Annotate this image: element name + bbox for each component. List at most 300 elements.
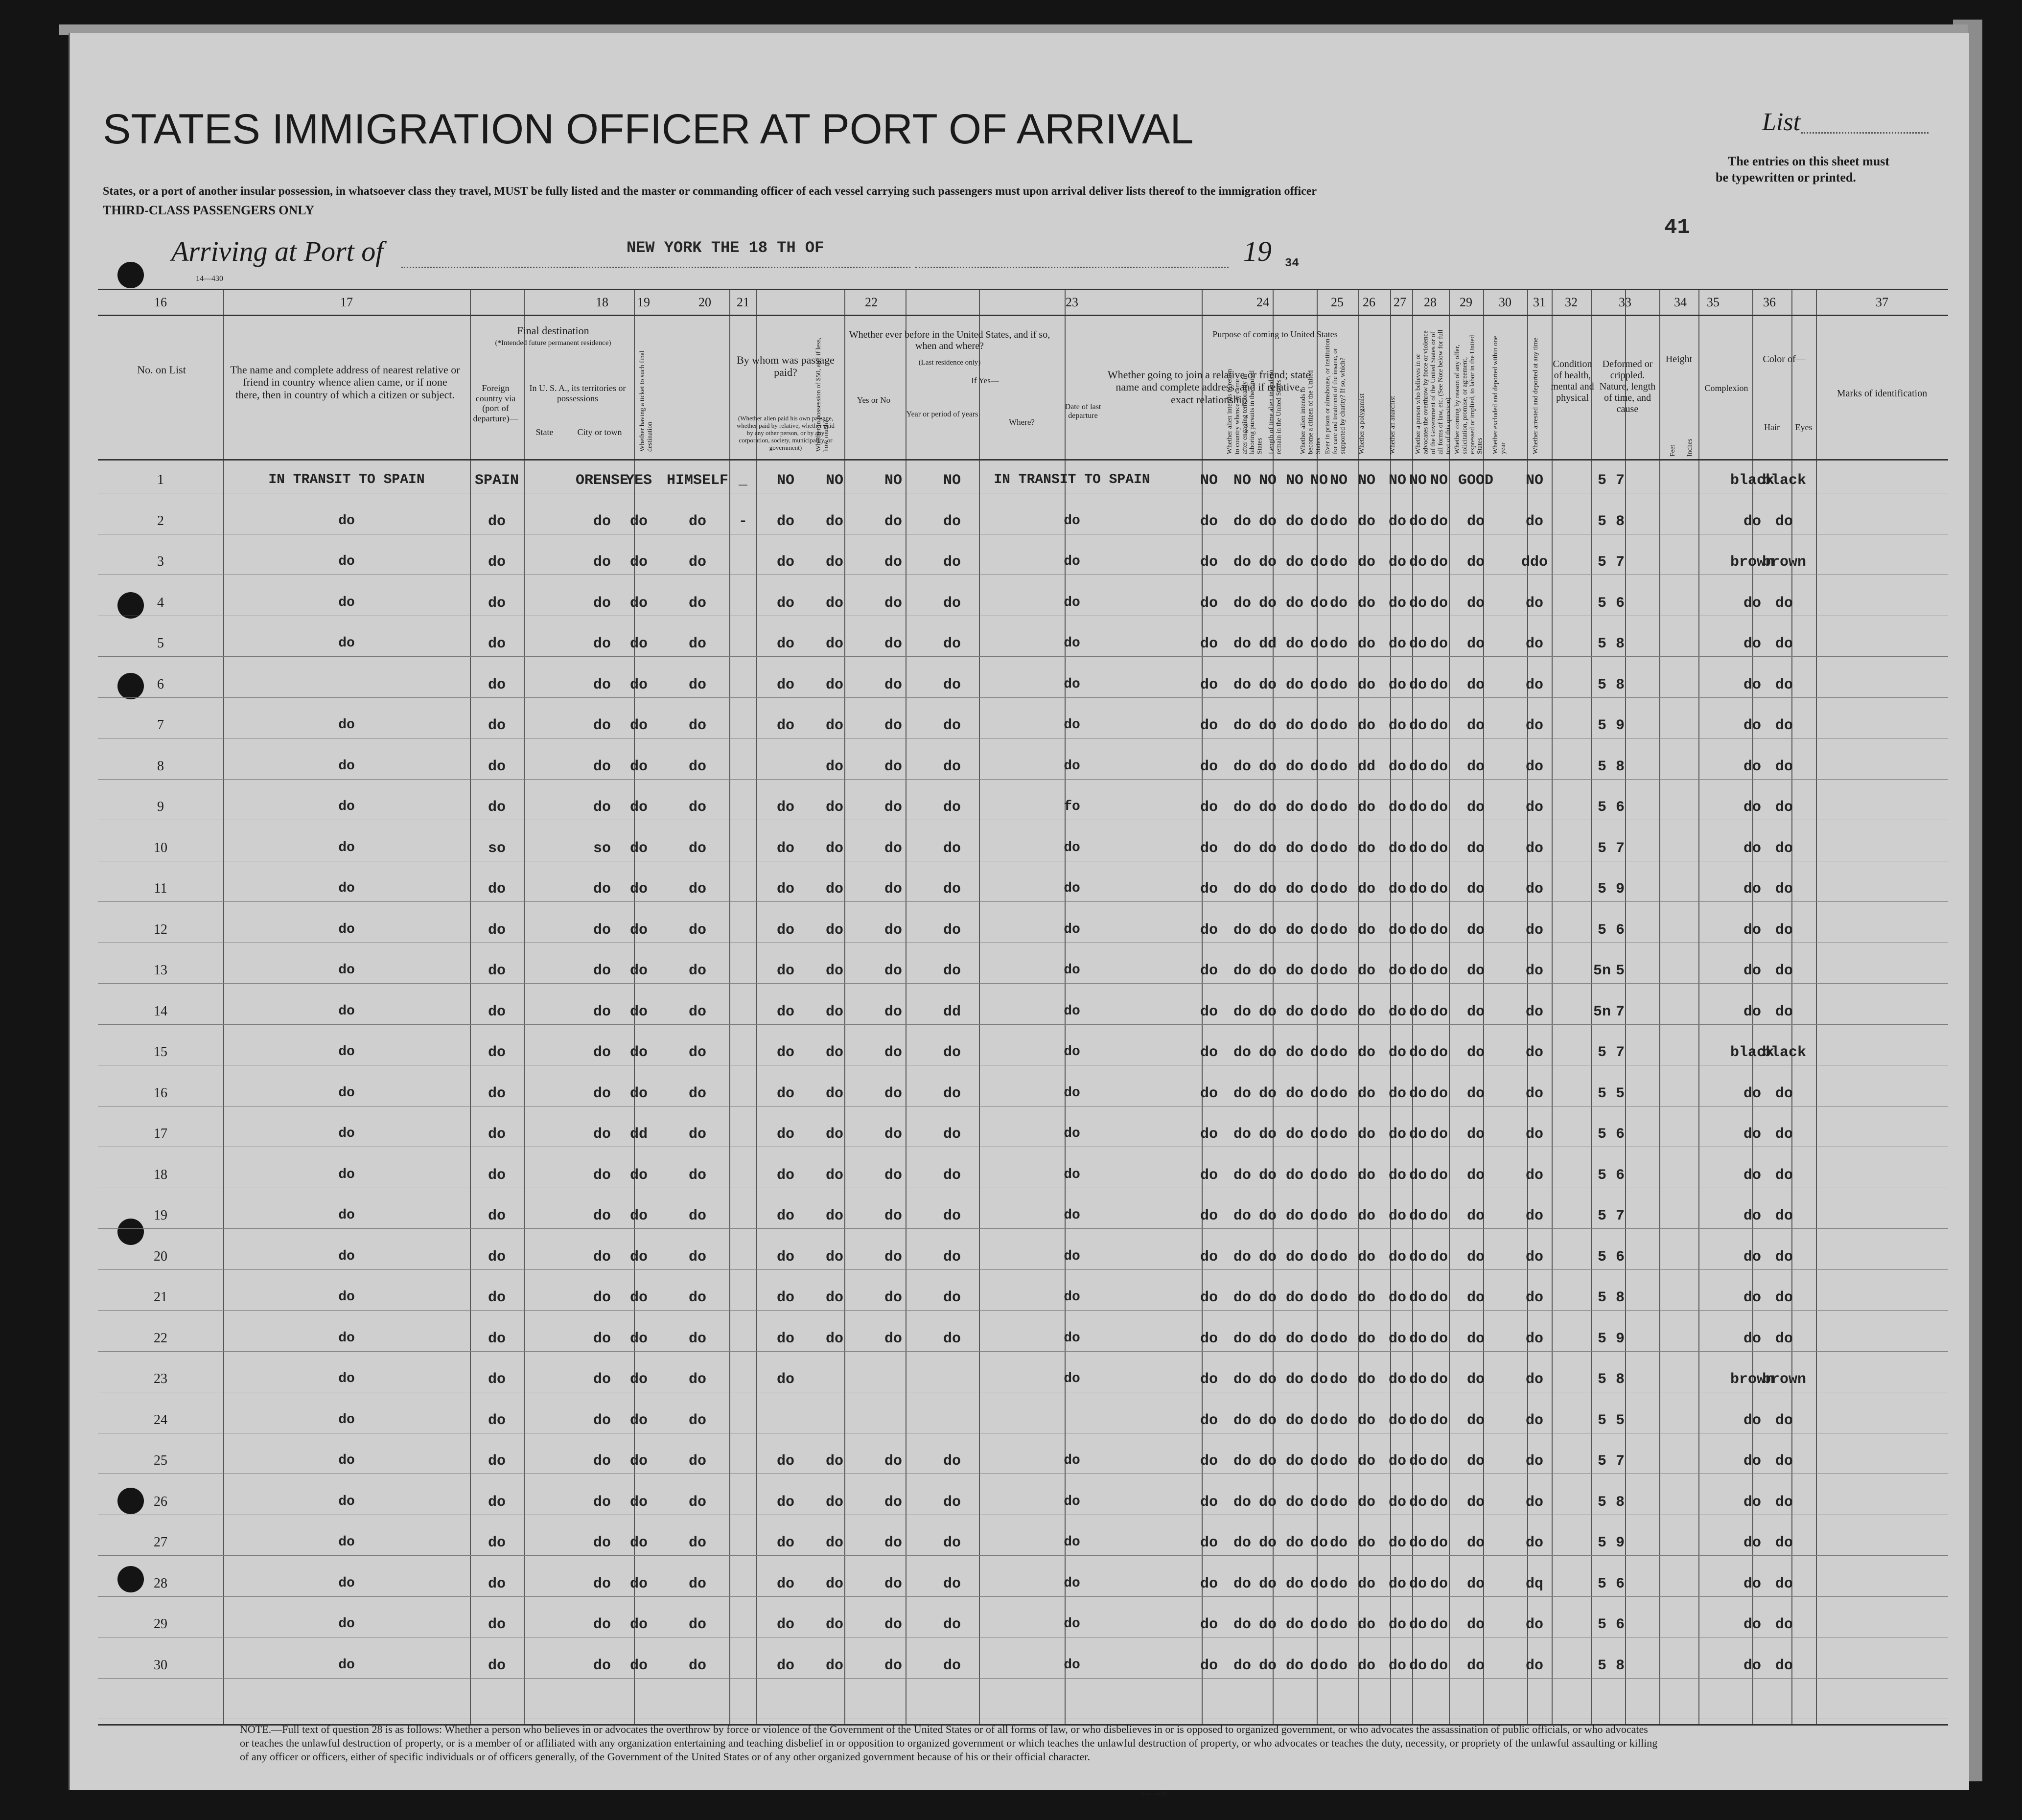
cell-paid: do (688, 1044, 707, 1061)
cell-c31: do (1430, 1126, 1448, 1143)
cell-foreign: do (488, 1208, 506, 1224)
cell-deformed: dq (1525, 1575, 1544, 1592)
cell-c27: do (1329, 1126, 1348, 1143)
cell-p3: do (1258, 1044, 1277, 1061)
cell-c25: do (1285, 1208, 1304, 1224)
cell-c25: do (1285, 717, 1304, 734)
cell-inches: 5 (1615, 1085, 1625, 1102)
cell-c29: do (1388, 922, 1407, 939)
cell-p3: do (1258, 1657, 1277, 1674)
cell-c25: do (1285, 595, 1304, 612)
cell-where: do (884, 1494, 903, 1511)
cell-p2: do (1233, 758, 1252, 775)
header-money: Whether in possession of $50, and if less, how much? (815, 338, 830, 452)
cell-ticket: do (629, 1208, 648, 1224)
cell-period: do (825, 1330, 844, 1347)
row-number: 13 (154, 963, 167, 978)
cell-c28: do (1357, 636, 1376, 652)
cell-hair: do (1743, 595, 1762, 612)
column-number: 34 (1674, 295, 1687, 309)
cell-inches: 6 (1615, 1575, 1625, 1592)
cell-foreign: do (488, 676, 506, 693)
cell-ticket: do (629, 1248, 648, 1266)
cell-health: do (1466, 1453, 1485, 1470)
cell-eyes: do (1775, 1453, 1793, 1470)
row-number: 8 (157, 758, 164, 774)
cell-p2: do (1233, 1044, 1252, 1061)
question-28-note: NOTE.—Full text of question 28 is as follows: Whether a person who believes in or advocates the overthrow by force or violence of the Government of the United States or of all forms of law, or who disbelieves in or is opposed to organized government, or who advocates the assassination of public officials, or who advocates or teaches the unlawful destruction of property, or is a member of or affiliated with any organization entertaining and teaching disbelief in or opposition to organized government or which teaches the unlawful destruction of property, or who advocates or teaches the duty, necessity, or propriety of the unlawful assaulting or killing of any officer or officers, either of specific individuals or of officers generally, of the Government of the United States or of any other organized government because of his or their official character. (240, 1723, 1658, 1763)
cell-c30: do (1409, 554, 1427, 571)
cell-c28: do (1357, 963, 1376, 979)
cell-p1: do (1200, 799, 1218, 816)
cell-ever: do (776, 1575, 795, 1592)
cell-feet: 5 (1597, 513, 1607, 530)
cell-c25: do (1285, 1290, 1304, 1306)
cell-deformed: do (1525, 636, 1544, 652)
cell-period: do (825, 1003, 844, 1020)
header-arrested: Whether arrested and deported at any time (1532, 338, 1539, 454)
cell-inches: 5 (1615, 963, 1625, 979)
cell-relative: do (338, 1167, 355, 1182)
cell-date: do (943, 595, 961, 612)
cell-city: do (593, 1208, 611, 1224)
cell-ticket: do (629, 1167, 648, 1184)
manifest-table (98, 289, 1948, 1726)
row-number: 12 (154, 922, 167, 937)
cell-p3: do (1258, 1208, 1277, 1224)
cell-date: do (943, 799, 961, 816)
cell-relative: do (338, 1535, 355, 1550)
cell-feet: 5 (1597, 1044, 1607, 1061)
cell-relative: do (338, 881, 355, 896)
cell-c29: do (1388, 840, 1407, 857)
cell-where: do (884, 1126, 903, 1143)
cell-c30: do (1409, 840, 1427, 857)
cell-p3: do (1258, 1575, 1277, 1592)
cell-p1: do (1200, 1085, 1218, 1102)
cell-join: fo (1064, 799, 1080, 814)
cell-c26: do (1310, 1657, 1328, 1674)
cell-ever: do (776, 963, 795, 979)
cell-c25: do (1285, 1616, 1304, 1633)
cell-feet: 5 (1597, 840, 1607, 857)
cell-p3: do (1258, 881, 1277, 898)
cell-where: do (884, 554, 903, 571)
cell-feet: 5 (1597, 1330, 1607, 1347)
cell-city: do (593, 1126, 611, 1143)
cell-c26: do (1310, 595, 1328, 612)
cell-inches: 7 (1615, 1208, 1625, 1224)
cell-hair: do (1743, 1248, 1762, 1266)
cell-eyes: do (1775, 1575, 1793, 1592)
column-number: 30 (1499, 295, 1511, 309)
cell-c25: do (1285, 922, 1304, 939)
cell-health: do (1466, 1044, 1485, 1061)
cell-c29: do (1388, 1412, 1407, 1429)
cell-health: do (1466, 799, 1485, 816)
cell-c26: do (1310, 1330, 1328, 1347)
cell-ever: do (776, 1167, 795, 1184)
row-number: 2 (157, 513, 164, 529)
cell-c31: do (1430, 595, 1448, 612)
cell-p3: do (1258, 1167, 1277, 1184)
cell-join: do (1064, 1535, 1080, 1550)
row-rule (98, 1555, 1948, 1556)
cell-paid: do (688, 1290, 707, 1306)
cell-eyes: black (1762, 472, 1807, 489)
row-number: 19 (154, 1208, 167, 1223)
cell-p3: do (1258, 1003, 1277, 1020)
row-rule (98, 1269, 1948, 1270)
cell-relative: do (338, 717, 355, 733)
cell-ever: do (776, 513, 795, 530)
cell-p2: do (1233, 554, 1252, 571)
cell-p2: do (1233, 963, 1252, 979)
cell-c29: do (1388, 1248, 1407, 1266)
cell-date: do (943, 881, 961, 898)
cell-ticket: do (629, 1575, 648, 1592)
cell-deformed: do (1525, 1371, 1544, 1388)
cell-c25: do (1285, 1412, 1304, 1429)
cell-where: do (884, 1453, 903, 1470)
cell-ticket: do (629, 881, 648, 898)
cell-deformed: do (1525, 1003, 1544, 1020)
cell-p1: NO (1200, 472, 1218, 489)
cell-c28: do (1357, 922, 1376, 939)
cell-health: do (1466, 636, 1485, 652)
cell-relative: do (338, 1290, 355, 1305)
column-number: 22 (865, 295, 878, 309)
cell-ticket: do (629, 554, 648, 571)
row-number: 16 (154, 1085, 167, 1101)
cell-relative: do (338, 1371, 355, 1386)
cell-c30: do (1409, 1208, 1427, 1224)
cell-city: do (593, 513, 611, 530)
cell-c30: do (1409, 881, 1427, 898)
cell-foreign: do (488, 717, 506, 734)
row-number: 25 (154, 1453, 167, 1468)
cell-c25: do (1285, 1535, 1304, 1551)
row-number: 9 (157, 799, 164, 814)
cell-c27: do (1329, 513, 1348, 530)
header-q28: Whether a person who believes in or advocates the overthrow by force or violence of the Government of the United States or of all forms of law, etc. (See Note below for full text of this question) (1415, 329, 1452, 454)
cell-c30: do (1409, 1453, 1427, 1470)
header-final-destination: Final destination (517, 324, 589, 337)
cell-paid: do (688, 513, 707, 530)
page-title: STATES IMMIGRATION OFFICER AT PORT OF ARRIVAL (103, 106, 1194, 153)
cell-ticket: do (629, 636, 648, 652)
cell-foreign: do (488, 554, 506, 571)
cell-feet: 5 (1597, 1575, 1607, 1592)
cell-c26: do (1310, 1085, 1328, 1102)
cell-eyes: do (1775, 636, 1793, 652)
row-number: 5 (157, 636, 164, 651)
cell-ticket: do (629, 963, 648, 979)
cell-where: do (884, 1657, 903, 1674)
cell-c31: do (1430, 1535, 1448, 1551)
cell-paid: do (688, 1126, 707, 1143)
row-rule (98, 983, 1948, 984)
cell-period: do (825, 1126, 844, 1143)
column-rule (756, 290, 757, 1724)
cell-p3: do (1258, 1290, 1277, 1306)
cell-inches: 7 (1615, 840, 1625, 857)
cell-p2: do (1233, 1657, 1252, 1674)
cell-hair: do (1743, 1494, 1762, 1511)
cell-eyes: do (1775, 1657, 1793, 1674)
row-number: 15 (154, 1044, 167, 1060)
cell-where: do (884, 1044, 903, 1061)
cell-inches: 9 (1615, 1535, 1625, 1551)
cell-date: do (943, 717, 961, 734)
cell-c27: do (1329, 799, 1348, 816)
cell-deformed: do (1525, 881, 1544, 898)
cell-c29: do (1388, 1575, 1407, 1592)
header-purpose-a: Whether alien intends to return to country whence he came after engaging temporarily in laboring pursuits in the United States (1226, 369, 1264, 454)
cell-city: do (593, 1657, 611, 1674)
cell-health: GOOD (1458, 472, 1494, 489)
cell-p3: do (1258, 513, 1277, 530)
cell-period: do (825, 1290, 844, 1306)
cell-p2: do (1233, 1167, 1252, 1184)
row-rule (98, 1228, 1948, 1229)
cell-c25: do (1285, 1126, 1304, 1143)
cell-date: do (943, 636, 961, 652)
cell-p2: do (1233, 676, 1252, 693)
cell-c29: do (1388, 676, 1407, 693)
header-ticket: Whether having a ticket to such final destination (639, 350, 654, 452)
column-number: 18 (596, 295, 608, 309)
cell-paid: do (688, 1208, 707, 1224)
cell-city: do (593, 1575, 611, 1592)
header-rule (98, 459, 1948, 461)
cell-p2: do (1233, 1575, 1252, 1592)
cell-period: do (825, 881, 844, 898)
cell-feet: 5 (1597, 1535, 1607, 1551)
cell-p3: do (1258, 1248, 1277, 1266)
cell-foreign: do (488, 1535, 506, 1551)
cell-deformed: do (1525, 1535, 1544, 1551)
cell-relative: do (338, 922, 355, 937)
cell-ever: do (776, 554, 795, 571)
entries-note: The entries on this sheet must (1728, 154, 1890, 168)
cell-eyes: do (1775, 963, 1793, 979)
form-code: 14—430 (1140, 1789, 1168, 1797)
cell-paid: do (688, 881, 707, 898)
cell-c27: do (1329, 1453, 1348, 1470)
cell-eyes: do (1775, 717, 1793, 734)
cell-c25: do (1285, 636, 1304, 652)
cell-relative: do (338, 758, 355, 774)
cell-feet: 5 (1597, 595, 1607, 612)
cell-where: do (884, 1248, 903, 1266)
cell-c30: do (1409, 799, 1427, 816)
port-label: Arriving at Port of (171, 235, 384, 267)
cell-inches: 9 (1615, 881, 1625, 898)
cell-c31: do (1430, 1412, 1448, 1429)
cell-c25: do (1285, 881, 1304, 898)
cell-paid: do (688, 554, 707, 571)
cell-p2: do (1233, 1290, 1252, 1306)
cell-deformed: do (1525, 1412, 1544, 1429)
cell-join: do (1064, 1290, 1080, 1305)
header-feet: Feet (1669, 444, 1676, 457)
header-rule (98, 315, 1948, 316)
cell-inches: 7 (1615, 1453, 1625, 1470)
binder-hole (117, 262, 144, 288)
header-period: Year or period of years (906, 410, 978, 418)
cell-city: do (593, 1535, 611, 1551)
cell-c27: do (1329, 1657, 1348, 1674)
column-number: 33 (1619, 295, 1631, 309)
cell-inches: 9 (1615, 1330, 1625, 1347)
cell-ever: do (776, 595, 795, 612)
cell-ever: do (776, 1126, 795, 1143)
cell-join: do (1064, 1126, 1080, 1141)
row-number: 6 (157, 676, 164, 692)
cell-p1: do (1200, 717, 1218, 734)
cell-c28: do (1357, 1003, 1376, 1020)
cell-ticket: YES (625, 472, 652, 489)
cell-c30: do (1409, 1248, 1427, 1266)
cell-where: do (884, 513, 903, 530)
row-number: 7 (157, 717, 164, 733)
cell-p1: do (1200, 1535, 1218, 1551)
cell-foreign: do (488, 922, 506, 939)
cell-relative: do (338, 1494, 355, 1509)
cell-c28: do (1357, 1330, 1376, 1347)
cell-hair: do (1743, 1085, 1762, 1102)
cell-where: do (884, 963, 903, 979)
cell-p1: do (1200, 1330, 1218, 1347)
header-purpose: Purpose of coming to United States (1212, 329, 1338, 339)
cell-p3: do (1258, 1371, 1277, 1388)
cell-c26: do (1310, 1167, 1328, 1184)
cell-join: do (1064, 1085, 1080, 1101)
cell-health: do (1466, 1616, 1485, 1633)
cell-c29: do (1388, 963, 1407, 979)
cell-city: do (593, 1330, 611, 1347)
cell-period: do (825, 1167, 844, 1184)
cell-c27: do (1329, 963, 1348, 979)
cell-c30: do (1409, 1535, 1427, 1551)
cell-p2: do (1233, 513, 1252, 530)
cell-hair: do (1743, 1290, 1762, 1306)
cell-join: do (1064, 554, 1080, 569)
cell-c27: do (1329, 881, 1348, 898)
header-ever-in-us: Whether ever before in the United States, and if so, when and where? (849, 329, 1050, 351)
cell-c26: do (1310, 676, 1328, 693)
header-city: City or town (577, 427, 622, 437)
cell-foreign: do (488, 963, 506, 979)
cell-paid: do (688, 636, 707, 652)
cell-city: do (593, 1248, 611, 1266)
cell-period: do (825, 1085, 844, 1102)
cell-join: do (1064, 1657, 1080, 1673)
cell-deformed: do (1525, 840, 1544, 857)
year-suffix: 34 (1285, 257, 1299, 270)
cell-deformed: do (1525, 1657, 1544, 1674)
cell-eyes: do (1775, 799, 1793, 816)
cell-c25: do (1285, 840, 1304, 857)
column-number: 19 (637, 295, 650, 309)
cell-c30: do (1409, 922, 1427, 939)
cell-ever: do (776, 676, 795, 693)
cell-c30: do (1409, 1371, 1427, 1388)
cell-c30: do (1409, 1126, 1427, 1143)
cell-c26: do (1310, 513, 1328, 530)
column-number: 20 (698, 295, 711, 309)
row-number: 30 (154, 1657, 167, 1673)
cell-health: do (1466, 1330, 1485, 1347)
cell-ticket: do (629, 513, 648, 530)
cell-p1: do (1200, 1167, 1218, 1184)
cell-p3: do (1258, 758, 1277, 775)
cell-p1: do (1200, 1657, 1218, 1674)
row-rule (98, 697, 1948, 698)
cell-c25: do (1285, 1085, 1304, 1102)
cell-where: do (884, 717, 903, 734)
cell-feet: 5 (1597, 1412, 1607, 1429)
cell-paid: do (688, 1248, 707, 1266)
row-rule (98, 1596, 1948, 1597)
column-number: 23 (1066, 295, 1078, 309)
cell-c31: do (1430, 1657, 1448, 1674)
cell-c26: do (1310, 881, 1328, 898)
cell-health: do (1466, 1085, 1485, 1102)
header-anarchist: Whether an anarchist (1389, 396, 1396, 454)
cell-city: do (593, 881, 611, 898)
cell-date: do (943, 1208, 961, 1224)
cell-feet: 5 (1597, 1167, 1607, 1184)
cell-p2: do (1233, 881, 1252, 898)
cell-ever: do (776, 1535, 795, 1551)
row-number: 4 (157, 595, 164, 610)
cell-ever: do (776, 1248, 795, 1266)
column-rule (223, 290, 224, 1724)
header-polygamist: Whether a polygamist (1358, 393, 1366, 454)
cell-p2: NO (1233, 472, 1252, 489)
cell-c31: do (1430, 1616, 1448, 1633)
cell-c30: do (1409, 1085, 1427, 1102)
cell-c30: do (1409, 1616, 1427, 1633)
cell-date: do (943, 1044, 961, 1061)
cell-p2: do (1233, 1412, 1252, 1429)
cell-p1: do (1200, 1371, 1218, 1388)
cell-inches: 7 (1615, 554, 1625, 571)
cell-feet: 5 (1597, 1290, 1607, 1306)
cell-city: do (593, 554, 611, 571)
cell-p3: do (1258, 676, 1277, 693)
cell-date: do (943, 840, 961, 857)
cell-inches: 5 (1615, 1412, 1625, 1429)
cell-p3: do (1258, 1535, 1277, 1551)
cell-c27: do (1329, 676, 1348, 693)
cell-period: do (825, 1248, 844, 1266)
cell-eyes: do (1775, 1248, 1793, 1266)
cell-c29: do (1388, 799, 1407, 816)
cell-eyes: do (1775, 1535, 1793, 1551)
cell-feet: 5 (1597, 676, 1607, 693)
cell-p2: do (1233, 1003, 1252, 1020)
cell-c26: do (1310, 1003, 1328, 1020)
column-number: 32 (1565, 295, 1578, 309)
cell-where: do (884, 676, 903, 693)
cell-p3: do (1258, 1085, 1277, 1102)
cell-c26: do (1310, 1494, 1328, 1511)
cell-p1: do (1200, 595, 1218, 612)
cell-period: do (825, 758, 844, 775)
